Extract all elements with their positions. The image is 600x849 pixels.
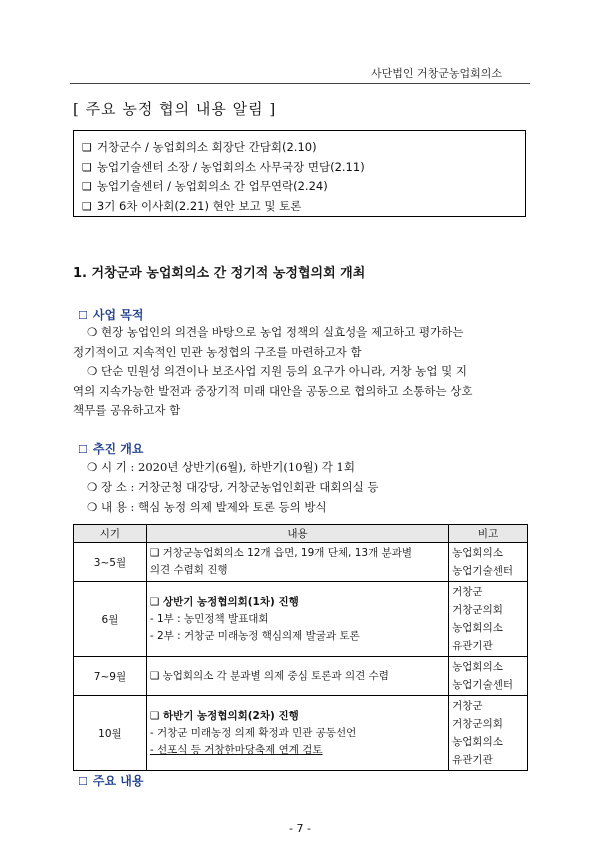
square-icon: ☐ (78, 775, 88, 788)
table-header: 시기 (74, 525, 147, 543)
table-row (74, 657, 528, 696)
period-cell: 10월 (74, 696, 147, 771)
purpose-line: 책무를 공유하고자 함 (73, 403, 181, 417)
table-row (74, 582, 528, 657)
purpose-line: ❍ 단순 민원성 의견이나 보조사업 지원 등의 요구가 아니라, 거창 농업 및 지 (87, 364, 467, 378)
checkbox-square-icon: ❑ (82, 199, 92, 213)
content-cell: ❑ 거창군농업회의소 12개 읍면, 19개 단체, 13개 분과별 의견 수렴회 진행 (146, 543, 448, 582)
document-title: [ 주요 농정 협의 내용 알림 ] (73, 100, 277, 118)
square-icon: ☐ (78, 443, 88, 456)
checkbox-square-icon: ❑ (82, 180, 92, 193)
page-number: - 7 - (289, 822, 311, 835)
summary-item: ❑ 3기 6차 이사회(2.21) 현안 보고 및 토론 (82, 198, 302, 213)
summary-item: ❑ 거창군수 / 농업회의소 회장단 간담회(2.10) (82, 140, 317, 154)
purpose-line: ❍ 현장 농업인의 의견을 바탕으로 농업 정책의 실효성을 제고하고 평가하는 (87, 325, 464, 339)
section-title: 1. 거창군과 농업회의소 간 정기적 농정협의회 개최 (73, 266, 366, 281)
content-cell: ❑ 하반기 농정협의회(2차) 진행 - 거창군 미래농정 의제 확정과 민관 공동선언 - 선포식 등 거창한마당축제 연계 검토 (146, 696, 448, 771)
subheading-main-content: ☐ 주요 내용 (78, 774, 144, 788)
subheading-overview: ☐ 추진 개요 (78, 442, 144, 456)
checkbox-square-icon: ❑ (82, 141, 92, 154)
table-row (74, 696, 528, 771)
purpose-line: 정기적이고 지속적인 민관 농정협의 구조를 마련하고자 함 (73, 344, 362, 359)
period-cell: 7~9월 (74, 657, 147, 696)
note-cell: 농업회의소 농업기술센터 (449, 543, 528, 582)
purpose-line: 역의 지속가능한 발전과 중장기적 미래 대안을 공동으로 협의하고 소통하는 상호 (73, 383, 473, 398)
schedule-table (73, 524, 528, 771)
overview-item: ❍ 장 소 : 거창군청 대강당, 거창군농업인회관 대회의실 등 (87, 480, 379, 494)
overview-item: ❍ 시 기 : 2020년 상반기(6월), 하반기(10월) 각 1회 (87, 460, 355, 474)
organization-name: 사단법인 거창군농업회의소 (370, 67, 502, 80)
square-icon: ☐ (78, 309, 88, 322)
note-cell: 거창군 거창군의회 농업회의소 유관기관 (449, 582, 528, 657)
header-rule (70, 83, 530, 84)
content-cell: ❑ 농업회의소 각 분과별 의제 중심 토론과 의견 수렴 (146, 657, 448, 696)
note-cell: 거창군 거창군의회 농업회의소 유관기관 (449, 696, 528, 771)
summary-item: ❑ 농업기술센터 소장 / 농업회의소 사무국장 면담(2.11) (82, 159, 365, 174)
table-row (74, 543, 528, 582)
content-cell: ❑ 상반기 농정협의회(1차) 진행 - 1부 : 농민정책 발표대회 - 2부 : 거창군 미래농정 핵심의제 발굴과 토론 (146, 582, 448, 657)
purpose-paragraph (73, 323, 533, 421)
period-cell: 3~5월 (74, 543, 147, 582)
overview-item: ❍ 내 용 : 핵심 농정 의제 발제와 토론 등의 방식 (87, 500, 327, 514)
checkbox-square-icon: ❑ (82, 160, 92, 174)
note-cell: 농업회의소 농업기술센터 (449, 657, 528, 696)
subheading-purpose: ☐ 사업 목적 (78, 308, 144, 322)
table-header-row (74, 525, 528, 543)
summary-item: ❑ 농업기술센터 / 농업회의소 간 업무연락(2.24) (82, 179, 328, 193)
period-cell: 6월 (74, 582, 147, 657)
table-header: 내용 (146, 525, 448, 543)
summary-box (73, 130, 526, 217)
table-header: 비고 (449, 525, 528, 543)
